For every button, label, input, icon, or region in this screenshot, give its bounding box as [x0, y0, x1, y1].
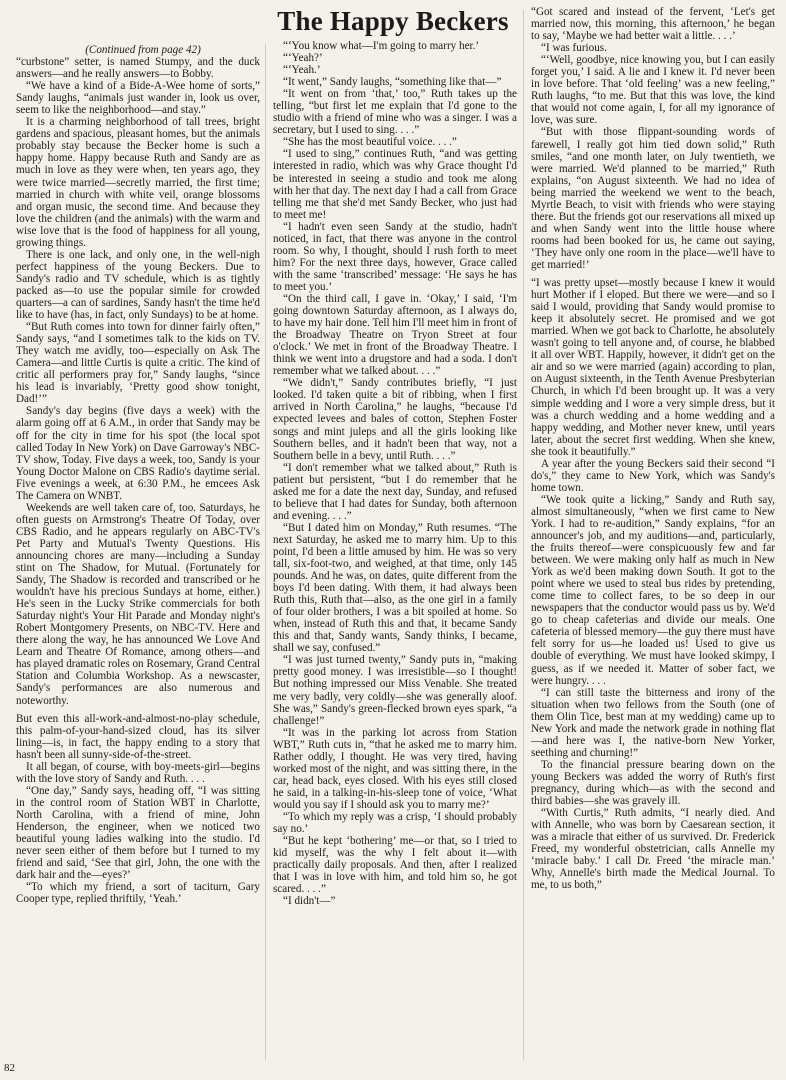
paragraph: “I didn't—”	[283, 895, 336, 908]
paragraph: There is one lack, and only one, in the well-nigh perfect happiness of the young Beckers. Due to Sandy's radio and TV schedule, which is as tightly packed as—to use the popular simile for crowded quarters—a can of sardines, Sandy hasn't the time he'd like to have (has, in fact, only Sundays) to be at home.	[16, 248, 260, 322]
paragraph: “I can still taste the bitterness and irony of the situation when two fellows from the South (one of them Olin Tice, best man at my wedding) came up to New York and made the network grade in nothing flat—and here was I, the native-born New Yorker, seething and churning!”	[531, 686, 775, 759]
paragraph: “But with those flippant-sounding words of farewell, I really got him tied down solid,” Ruth smiles, “and one month later, on July twentieth, we were married. We'd planned to be married,” Ruth explains, “on August sixteenth. We had no idea of being married the weekend we went to the beach, Myrtle Beach, to visit with friends who were staying there. But the friends got our reservations all mixed up and when Sandy went into the little house where rooms had been booked for us, he came out saying, ‘They have only one room in the place—we'll have to get married!’	[531, 126, 775, 271]
paragraph: “With Curtis,” Ruth admits, “I nearly died. And with Annelle, who was born by Caesarean section, it was a miracle that either of us survived. Dr. Frederick Freed, my wonderful obstetrician, calls Annelle my ‘miracle baby.’ I call Dr. Freed ‘the miracle man.’ Why, Annelle's birth made the Medical Journal. To me, to us both,”	[531, 807, 775, 892]
page-number: 82	[4, 1062, 15, 1074]
paragraph: “curbstone” setter, is named Stumpy, and the duck answers—and he really answers—to Bobby.	[16, 56, 260, 81]
column-2	[273, 40, 517, 1060]
paragraph: “I was furious.	[541, 42, 607, 55]
paragraph: “We didn't,” Sandy contributes briefly, “I just looked. I'd taken quite a bit of ribbing, when I first arrived in North Carolina,” he laughs, “because I'd expected levees and bales of cotton, Stephen Foster songs and mint juleps and all the girls looking like Southern belles, and it hadn't been that way, not a Southern belle in a bevy, until Ruth. . . .”	[273, 377, 517, 462]
paragraph: “‘Yeah?’	[283, 52, 323, 65]
paragraph: “I was just turned twenty,” Sandy puts in, “making pretty good money. I was irresistible—so I thought! But nothing impressed our Miss Venable. She treated me very badly, very coldly—she was generally aloof. She was,” Sandy's green-flecked brown eyes spark, “a challenge!”	[273, 654, 517, 727]
column-divider	[265, 44, 266, 1060]
paragraph: “I used to sing,” continues Ruth, “and was getting interested in radio, which was why Grace thought I'd be interested in seeing a studio and took me along with her that day. The next day I had a call from Grace telling me that she'd met Sandy Becker, who just had to meet me!	[273, 148, 517, 221]
paragraph: “One day,” Sandy says, heading off, “I was sitting in the control room of Station WBT in Charlotte, North Carolina, with a friend of mine, John Henderson, the engineer, when we noticed two beautiful young ladies walking into the studio. I'd never seen either of them before but I turned to my friend and said, ‘See that girl, John, the one with the dark hair and the—eyes?’	[16, 784, 260, 882]
paragraph: “To which my reply was a crisp, ‘I should probably say no.’	[273, 811, 517, 836]
paragraph: “She has the most beautiful voice. . . .”	[283, 136, 457, 149]
paragraph: “To which my friend, a sort of taciturn, Gary Cooper type, replied thriftily, ‘Yeah.’	[16, 881, 260, 906]
column-3	[531, 6, 775, 1070]
paragraph: To the financial pressure bearing down on the young Beckers was added the worry of Ruth's first pregnancy, during which—as with the second and third babies—she was gravely ill.	[531, 758, 775, 808]
paragraph: “I was pretty upset—mostly because I knew it would hurt Mother if I eloped. But there we were—and so I said I would, providing that Sandy would promise to keep it absolutely secret. He promised and we got married. When we got back to Charlotte, he absolutely wasn't going to tell anyone and, of course, he blabbed it all over WBT. Happily, however, it didn't get on the air and so we were married (again) according to plan, on August sixteenth, in the Tenth Avenue Presbyterian Church, in which I'd been brought up. It was a very simple wedding and I wore a very simple dress, but it was a church wedding and a home wedding and a happy wedding, and Mother never knew, until years later, about the secret first wedding. When she knew, she took it beautifully.”	[531, 277, 775, 458]
paragraph: It all began, of course, with boy-meets-girl—begins with the love story of Sandy and Ruth. . . .	[16, 760, 260, 785]
paragraph: “‘You know what—I'm going to marry her.’	[283, 40, 480, 52]
paragraph: But even this all-work-and-almost-no-play schedule, this palm-of-your-hand-sized cloud, has its silver lining—is, in fact, the happy ending to a story that hasn't been all sunny-side-of-the-street.	[16, 712, 260, 761]
paragraph: Sandy's day begins (five days a week) with the alarm going off at 6 A.M., in order that Sandy may be off for the city in time for his spot (the local spot called Today In New York) on Dave Garroway's NBC-TV show, Today. Five days a week, too, Sandy is your Young Doctor Malone on CBS Radio's daytime serial. Five evenings a week, at 6:30 P.M., he emcees Ask The Camera on WNBT.	[16, 405, 260, 502]
paragraph: “I don't remember what we talked about,” Ruth is patient but persistent, “but I do remember that he asked me for a date the next day, Sunday, and refused to believe that I had dates for Sunday, both afternoon and evening. . . .”	[273, 461, 517, 522]
paragraph: “‘Yeah.’	[283, 64, 321, 77]
paragraph: “On the third call, I gave in. ‘Okay,’ I said, ‘I'm going downtown Saturday afternoon, as I always do, to have my hair done. Tell him I'll meet him in front of the Broadway Theatre on Tryon Street at four o'clock.’ We met in front of the Broadway Theatre. I think we went into a drugstore and had a soda. I don't remember what we talked about. . . .”	[273, 292, 517, 378]
paragraph: “It went on from ‘that,’ too,” Ruth takes up the telling, “but first let me explain that I'd gone to the studio with a friend of mine who was a singer. I was a secretary, but I used to sing. . . .”	[273, 88, 517, 137]
paragraph: “We took quite a licking,” Sandy and Ruth say, almost simultaneously, “when we first came to New York. I had to re-audition,” Sandy explains, “for an announcer's job, and my auditions—and, particularly, the fruits thereof—were conspicuously few and far between. We were making only half as much in New York as we'd been making down South. It got to the point where we used to steal bus rides by pretending, come time to collect fares, to be so deep in our newspapers that the conductor would pass us by. We'd go to cheap cafeterias and divide our meals. One cafeteria of blessed memory—the guy there must have felt sorry for us—he loaded us! Used to give us double of everything. We must have looked skimpy, I guess, as if we needed it. Matter of sober fact, we were hungry. . . .	[531, 493, 775, 687]
column-divider	[523, 10, 524, 1060]
paragraph: “But he kept ‘bothering’ me—or that, so I tried to kid myself, was the why I felt about it—with practically daily proposals. And then, after I realized that I was in love with him, and told him so, he got scared. . . .”	[273, 835, 517, 896]
paragraph: It is a charming neighborhood of tall trees, bright gardens and spacious, pleasant homes, but the animals probably stay because the Becker home is such a happy home. Happy because Ruth and Sandy are as much in love as they were when, ten years ago, they were twice married—secretly married, the first time; married in church with white veil, orange blossoms and organ music, the second time. And because they love the children (and the animals) with the warm and wise love that is the food of happiness for all young, growing things.	[16, 116, 260, 249]
paragraph: “But Ruth comes into town for dinner fairly often,” Sandy says, “and I sometimes talk to the kids on TV. They watch me avidly, too—especially on Ask The Camera—and little Curtis is quite a critic. The kind of critic all performers pray for,” Sandy laughs, “since his lead is invariably, ‘Pretty good show tonight, Dad!’”	[16, 321, 260, 406]
paragraph: Weekends are well taken care of, too. Saturdays, he often guests on Armstrong's Theatre Of Today, over CBS Radio, and he appears regularly on ABC-TV's Pet Party and Mutual's Twenty Questions. His announcing chores are many—including a Sunday stint on The Shadow, for Mutual. (Fortunately for Sandy, The Shadow is recorded and transcribed or he wouldn't have his precious Sundays at home, either.) He's seen in the Lucky Strike commercials for both Saturday night's Your Hit Parade and Monday night's Robert Montgomery Presents, on NBC-TV. Here and there along the way, he has announced We Love And Learn and Theatre Of Romance, among others—and has played dramatic roles on Rosemary, Grand Central Station and Columbia Workshop. As a newscaster, Sandy's performances are also numerous and noteworthy.	[16, 501, 260, 707]
paragraph: “But I dated him on Monday,” Ruth resumes. “The next Saturday, he asked me to marry him. Up to this point, I'd been a little amused by him. He was so very tall, six-foot-two, and weighed, at that time, only 145 pounds. And he was, on dates, quite different from the boys I'd been dating. With them, it had always been Ruth this, Ruth that—also, as the one girl in a family of four older brothers, I was a bit spoiled at home. So when, instead of Ruth this and that, it became Sandy this and that, Sandy wants, Sandy thinks, I became, shall we say, confused.”	[273, 521, 517, 655]
paragraph: A year after the young Beckers said their second “I do's,” they came to New York, which was Sandy's home town.	[531, 457, 775, 494]
article-title: The Happy Beckers	[277, 6, 509, 36]
paragraph: “Got scared and instead of the fervent, ‘Let's get married now, this morning, this afternoon,’ he began to say, ‘Maybe we had better wait a little. . . .’	[531, 6, 775, 43]
paragraph: “‘Well, goodbye, nice knowing you, but I can easily forget you,’ I said. A lie and I knew it. I'd never been in love before. That ‘old feeling’ was a new feeling,” Ruth laughs, “to me. But that this was love, the kind that would not come again, I, for all my ignorance of love, was sure.	[531, 54, 775, 127]
paragraph: “It went,” Sandy laughs, “something like that—”	[283, 76, 502, 89]
column-1	[16, 44, 260, 1064]
continued-note: (Continued from page 42)	[85, 44, 201, 56]
paragraph: “It was in the parking lot across from Station WBT,” Ruth cuts in, “that he asked me to marry him. Rather oddly, I thought. He was very tired, having worked most of the night, and was sitting there, in the car, head back, eyes closed. With his eyes still closed he said, in a talking-in-his-sleep tone of voice, ‘What would you say if I should ask you to marry me?’	[273, 726, 517, 811]
paragraph: “I hadn't even seen Sandy at the studio, hadn't noticed, in fact, that there was anyone in the control room. So why, I thought, should I rush forth to meet him? For the next three days, however, Grace called with the same ‘transcribed’ message: ‘He says he has to meet you.’	[273, 220, 517, 293]
paragraph: “We have a kind of a Bide-A-Wee home of sorts,” Sandy laughs, “animals just wander in, look us over, seem to like the neighborhood—and stay.”	[16, 80, 260, 117]
